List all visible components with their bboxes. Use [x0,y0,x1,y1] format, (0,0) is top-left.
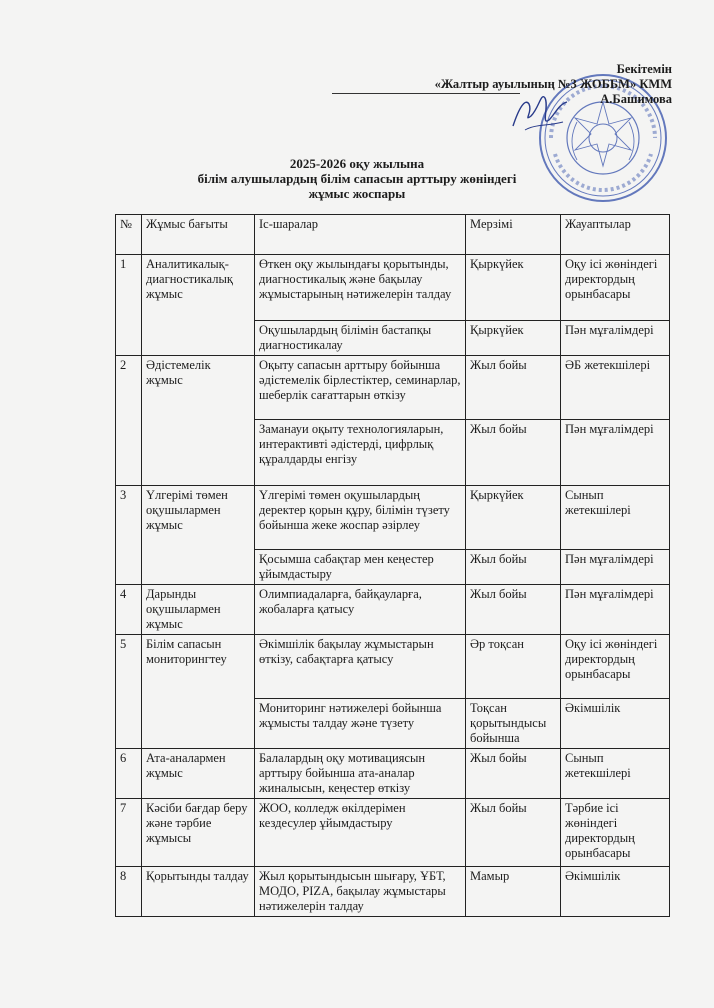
work-direction: Білім сапасын мониторингтеу [142,635,255,749]
row-number: 8 [116,867,142,917]
deadline: Қыркүйек [466,486,561,550]
title-line-3: жұмыс жоспары [308,186,406,201]
title-line-1: 2025-2026 оқу жылына [289,156,425,171]
table-row [116,867,670,917]
header-cell: Іс-шаралар [255,215,466,255]
table-row [116,749,670,799]
deadline: Мамыр [466,867,561,917]
header-cell: Жауаптылар [561,215,670,255]
activity: Өткен оқу жылындағы қорытынды, диагностикалық және бақылау жұмыстарының нәтижелерін талдау [255,255,466,321]
activity: Олимпиадаларға, байқауларға, жобаларға қатысу [255,585,466,635]
header-cell: Жұмыс бағыты [142,215,255,255]
table-row [116,356,670,420]
work-plan-table [115,214,670,917]
table-row [116,635,670,699]
work-direction: Қорытынды талдау [142,867,255,917]
table-row [116,799,670,867]
deadline: Қыркүйек [466,255,561,321]
deadline: Жыл бойы [466,550,561,585]
responsible: ӘБ жетекшілері [561,356,670,420]
work-direction: Дарынды оқушылармен жұмыс [142,585,255,635]
row-number: 6 [116,749,142,799]
responsible: Сынып жетекшілері [561,486,670,550]
responsible: Пән мұғалімдері [561,321,670,356]
activity: Балалардың оқу мотивациясын арттыру бойынша ата-аналар жиналысын, кеңестер өткізу [255,749,466,799]
activity: Оқыту сапасын арттыру бойынша әдістемелік бірлестіктер, семинарлар, шеберлік сағаттарын өткізу [255,356,466,420]
deadline: Жыл бойы [466,356,561,420]
header-cell: Мерзімі [466,215,561,255]
activity: Оқушылардың білімін бастапқы диагностикалау [255,321,466,356]
responsible: Оқу ісі жөніндегі директордың орынбасары [561,255,670,321]
deadline: Жыл бойы [466,749,561,799]
approval-title: Бекітемін [616,62,672,76]
responsible: Пән мұғалімдері [561,585,670,635]
activity: Жыл қорытындысын шығару, ҰБТ, МОДО, PIZA, бақылау жұмыстары нәтижелерін талдау [255,867,466,917]
activity: Заманауи оқыту технологияларын, интерактивті әдістерді, цифрлық құралдарды енгізу [255,420,466,486]
responsible: Әкімшілік [561,699,670,749]
work-direction: Үлгерімі төмен оқушылармен жұмыс [142,486,255,585]
header-row [116,215,670,255]
responsible: Пән мұғалімдері [561,420,670,486]
approval-director: А.Башимова [600,92,672,106]
responsible: Оқу ісі жөніндегі директордың орынбасары [561,635,670,699]
work-direction: Кәсіби бағдар беру және тәрбие жұмысы [142,799,255,867]
responsible: Пән мұғалімдері [561,550,670,585]
deadline: Тоқсан қорытындысы бойынша [466,699,561,749]
row-number: 4 [116,585,142,635]
table-row [116,585,670,635]
activity: ЖОО, колледж өкілдерімен кездесулер ұйымдастыру [255,799,466,867]
deadline: Жыл бойы [466,585,561,635]
deadline: Жыл бойы [466,799,561,867]
table-row [116,486,670,550]
deadline: Әр тоқсан [466,635,561,699]
activity: Әкімшілік бақылау жұмыстарын өткізу, сабақтарға қатысу [255,635,466,699]
deadline: Жыл бойы [466,420,561,486]
activity: Үлгерімі төмен оқушылардың деректер қорын құру, білімін түзету бойынша жеке жоспар әзірлеу [255,486,466,550]
approval-organization: «Жалтыр ауылының №3 ЖОББМ» КММ [434,77,672,91]
table-row [116,255,670,321]
work-direction: Ата-аналармен жұмыс [142,749,255,799]
responsible: Сынып жетекшілері [561,749,670,799]
responsible: Әкімшілік [561,867,670,917]
row-number: 1 [116,255,142,356]
signature-line [332,93,520,94]
header-cell: № [116,215,142,255]
row-number: 3 [116,486,142,585]
row-number: 5 [116,635,142,749]
responsible: Тәрбие ісі жөніндегі директордың орынбасары [561,799,670,867]
signature-icon [505,86,575,136]
work-direction: Әдістемелік жұмыс [142,356,255,486]
activity: Мониторинг нәтижелері бойынша жұмысты талдау және түзету [255,699,466,749]
deadline: Қыркүйек [466,321,561,356]
work-direction: Аналитикалық-диагностикалық жұмыс [142,255,255,356]
activity: Қосымша сабақтар мен кеңестер ұйымдастыру [255,550,466,585]
row-number: 2 [116,356,142,486]
row-number: 7 [116,799,142,867]
title-line-2: білім алушылардың білім сапасын арттыру жөніндегі [197,171,517,186]
